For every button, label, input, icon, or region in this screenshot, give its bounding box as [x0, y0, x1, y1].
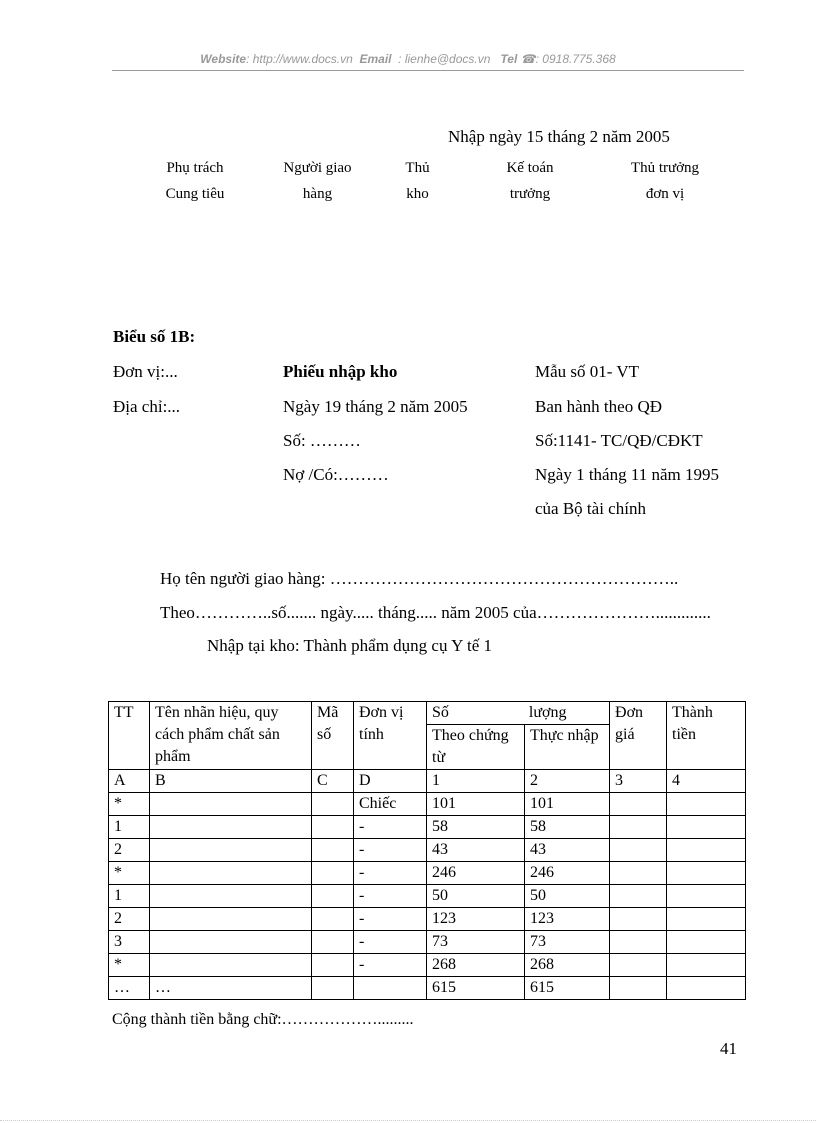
warehouse-line: Nhập tại kho: Thành phẩm dụng cụ Y tế 1: [207, 636, 493, 655]
table-cell: 50: [427, 885, 525, 908]
table-cell: 1: [109, 885, 150, 908]
table-cell: B: [150, 770, 312, 793]
decision-date: Ngày 1 tháng 11 năm 1995: [535, 465, 719, 484]
table-cell: *: [109, 954, 150, 977]
table-cell: 73: [427, 931, 525, 954]
table-label-row: [109, 770, 746, 793]
table-cell: 246: [427, 862, 525, 885]
table-cell: A: [109, 770, 150, 793]
role-chief-accountant: [485, 160, 575, 203]
header-qty-actual: Thực nhập: [525, 725, 610, 770]
table-cell: 101: [427, 793, 525, 816]
role-line: Thủ: [405, 160, 430, 176]
header-unit: Đơn vị tính: [354, 702, 427, 770]
role-deliverer: [270, 160, 365, 203]
table-cell: -: [354, 862, 427, 885]
header-tt: TT: [109, 702, 150, 770]
table-cell: [667, 954, 746, 977]
table-cell: -: [354, 816, 427, 839]
table-cell: 268: [427, 954, 525, 977]
table-cell: [150, 816, 312, 839]
table-cell: 246: [525, 862, 610, 885]
unit-field: Đơn vị:...: [113, 362, 178, 381]
table-row: [109, 908, 746, 931]
table-cell: -: [354, 931, 427, 954]
header-quantity-word2: lượng: [528, 704, 567, 721]
table-cell: [312, 908, 354, 931]
table-cell: [610, 839, 667, 862]
role-line: Người giao: [283, 160, 352, 176]
role-line: Kế toán: [506, 160, 554, 176]
table-cell: 4: [667, 770, 746, 793]
table-cell: [667, 839, 746, 862]
decision-number: Số:1141- TC/QĐ/CĐKT: [535, 431, 703, 450]
table-cell: …: [109, 977, 150, 1000]
table-cell: -: [354, 954, 427, 977]
table-cell: 43: [427, 839, 525, 862]
issuing-ministry: của Bộ tài chính: [535, 499, 646, 518]
website-label: Website: [200, 52, 247, 66]
role-line: đơn vị: [645, 186, 685, 202]
table-row: [109, 885, 746, 908]
table-cell: [354, 977, 427, 1000]
receipt-number: Số: ………: [283, 431, 361, 450]
table-cell: [312, 954, 354, 977]
table-cell: [667, 793, 746, 816]
table-cell: *: [109, 862, 150, 885]
table-cell: [312, 816, 354, 839]
table-cell: 615: [525, 977, 610, 1000]
page-header: [0, 52, 816, 66]
header-amount: Thành tiền: [667, 702, 746, 770]
table-cell: [610, 885, 667, 908]
table-cell: [150, 931, 312, 954]
phone-icon: ☎: [520, 52, 536, 66]
table-cell: [610, 793, 667, 816]
table-row: [109, 793, 746, 816]
table-cell: [312, 862, 354, 885]
table-cell: 50: [525, 885, 610, 908]
form-template-no: Mẫu số 01- VT: [535, 362, 640, 381]
table-row: [109, 931, 746, 954]
header-quantity-word1: Số: [432, 704, 449, 721]
header-quantity: [427, 702, 610, 725]
role-line: Cung tiêu: [165, 186, 225, 202]
table-cell: [667, 862, 746, 885]
table-cell: 58: [427, 816, 525, 839]
role-unit-head: [615, 160, 715, 203]
table-cell: 123: [525, 908, 610, 931]
table-cell: [667, 977, 746, 1000]
table-cell: *: [109, 793, 150, 816]
table-cell: [312, 931, 354, 954]
receipt-title: Phiếu nhập kho: [283, 362, 398, 381]
table-cell: 123: [427, 908, 525, 931]
table-cell: 2: [525, 770, 610, 793]
table-cell: [150, 793, 312, 816]
role-line: Thủ trưởng: [630, 160, 700, 176]
header-qty-by-document: Theo chứng từ: [427, 725, 525, 770]
table-cell: [312, 793, 354, 816]
table-cell: -: [354, 908, 427, 931]
email-value: : lienhe@docs.vn: [398, 52, 491, 66]
table-cell: 3: [610, 770, 667, 793]
header-code: Mã số: [312, 702, 354, 770]
table-row: [109, 862, 746, 885]
table-cell: [610, 908, 667, 931]
table-cell: [150, 839, 312, 862]
goods-receipt-table: [108, 701, 746, 1000]
table-cell: [312, 839, 354, 862]
table-cell: 3: [109, 931, 150, 954]
role-line: Phụ trách: [166, 160, 224, 176]
email-label: Email: [359, 52, 392, 66]
role-line: trưởng: [509, 186, 551, 202]
table-cell: [667, 908, 746, 931]
role-line: hàng: [302, 186, 333, 202]
header-unit-price: Đơn giá: [610, 702, 667, 770]
table-cell: [150, 908, 312, 931]
table-cell: [610, 954, 667, 977]
table-header-row: [109, 702, 746, 725]
table-cell: 1: [109, 816, 150, 839]
table-cell: 101: [525, 793, 610, 816]
role-procurement: [150, 160, 240, 203]
table-cell: -: [354, 839, 427, 862]
table-cell: [150, 862, 312, 885]
table-row: [109, 839, 746, 862]
table-cell: …: [150, 977, 312, 1000]
website-value: : http://www.docs.vn: [246, 52, 353, 66]
table-cell: -: [354, 885, 427, 908]
table-cell: [667, 885, 746, 908]
table-cell: [150, 885, 312, 908]
table-cell: 58: [525, 816, 610, 839]
role-storekeeper: [390, 160, 445, 203]
table-cell: [150, 954, 312, 977]
table-cell: 268: [525, 954, 610, 977]
table-cell: [610, 931, 667, 954]
address-field: Địa chỉ:...: [113, 397, 181, 416]
table-cell: 2: [109, 908, 150, 931]
table-cell: 2: [109, 839, 150, 862]
table-cell: 1: [427, 770, 525, 793]
table-cell: 73: [525, 931, 610, 954]
table-cell: 615: [427, 977, 525, 1000]
issued-by-line: Ban hành theo QĐ: [535, 397, 663, 416]
header-divider: [112, 70, 744, 71]
total-in-words-line: Cộng thành tiền bằng chữ:……………….........: [112, 1011, 414, 1028]
table-cell: C: [312, 770, 354, 793]
table-cell: [610, 862, 667, 885]
form-title: Biểu số 1B:: [113, 327, 196, 346]
receipt-date-line: Nhập ngày 15 tháng 2 năm 2005: [448, 127, 670, 146]
table-cell: Chiếc: [354, 793, 427, 816]
role-line: kho: [406, 186, 429, 202]
receipt-date: Ngày 19 tháng 2 năm 2005: [283, 397, 468, 416]
table-cell: [667, 816, 746, 839]
table-row: [109, 816, 746, 839]
header-product-name: Tên nhãn hiệu, quy cách phẩm chất sản phẩm: [150, 702, 312, 770]
tel-label: Tel: [500, 52, 518, 66]
table-cell: [667, 931, 746, 954]
table-cell: [312, 885, 354, 908]
table-row: [109, 954, 746, 977]
debit-credit: Nợ /Có:………: [283, 465, 389, 484]
footer-divider: [0, 1120, 816, 1121]
tel-value: : 0918.775.368: [535, 52, 616, 66]
table-cell: [610, 816, 667, 839]
page-number: 41: [720, 1039, 737, 1058]
table-cell: [312, 977, 354, 1000]
table-cell: 43: [525, 839, 610, 862]
table-cell: [610, 977, 667, 1000]
table-cell: D: [354, 770, 427, 793]
deliverer-name-line: Họ tên người giao hàng: ……………………………………………………..: [160, 569, 679, 588]
according-to-line: Theo…………..số....... ngày..... tháng..... năm 2005 của………………….............: [160, 603, 711, 622]
table-row: [109, 977, 746, 1000]
